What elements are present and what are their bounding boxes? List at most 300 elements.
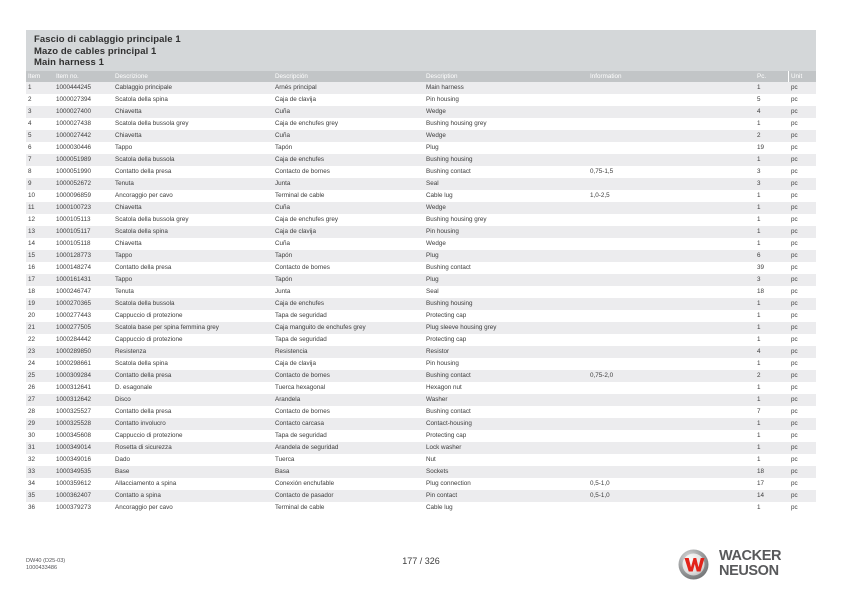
cell-description: Bushing housing grey	[426, 216, 487, 223]
cell-descripcion: Cuña	[275, 204, 291, 211]
cell-descripcion: Tapón	[275, 252, 293, 259]
cell-item: 35	[28, 492, 36, 499]
table-row	[26, 178, 816, 190]
cell-description: Hexagon nut	[426, 384, 462, 391]
cell-descripcion: Contacto de bornes	[275, 264, 330, 271]
cell-pc: 1	[757, 324, 761, 331]
cell-unit: pc	[791, 312, 798, 319]
cell-descripcion: Contacto de pasador	[275, 492, 334, 499]
cell-descrizione: Tappo	[115, 276, 133, 283]
cell-item: 23	[28, 348, 36, 355]
cell-descrizione: Scatola della bussola	[115, 300, 175, 307]
cell-item-no: 1000270365	[56, 300, 92, 307]
cell-pc: 1	[757, 336, 761, 343]
cell-description: Pin housing	[426, 96, 459, 103]
cell-descripcion: Terminal de cable	[275, 504, 325, 511]
cell-description: Sockets	[426, 468, 449, 475]
cell-description: Bushing housing	[426, 156, 473, 163]
cell-item-no: 1000284442	[56, 336, 92, 343]
cell-item-no: 1000052672	[56, 180, 92, 187]
cell-item-no: 1000362407	[56, 492, 92, 499]
cell-descrizione: Resistenza	[115, 348, 147, 355]
table-row	[26, 154, 816, 166]
cell-item: 27	[28, 396, 36, 403]
cell-unit: pc	[791, 456, 798, 463]
cell-item-no: 1000100723	[56, 204, 92, 211]
cell-unit: pc	[791, 336, 798, 343]
cell-descrizione: Contatto della presa	[115, 168, 172, 175]
cell-descripcion: Arnés principal	[275, 84, 317, 91]
cell-item-no: 1000096859	[56, 192, 92, 199]
cell-unit: pc	[791, 216, 798, 223]
cell-item: 1	[28, 84, 32, 91]
title-line-spanish: Mazo de cables principal 1	[34, 45, 157, 57]
cell-description: Main harness	[426, 84, 464, 91]
cell-descripcion: Caja de clavija	[275, 360, 316, 367]
table-row	[26, 166, 816, 178]
cell-item-no: 1000325527	[56, 408, 92, 415]
cell-pc: 3	[757, 276, 761, 283]
cell-item-no: 1000379273	[56, 504, 92, 511]
cell-descripcion: Tapón	[275, 276, 293, 283]
table-row	[26, 118, 816, 130]
cell-descrizione: Tappo	[115, 144, 133, 151]
cell-item-no: 1000312641	[56, 384, 92, 391]
cell-descrizione: Chiavetta	[115, 132, 142, 139]
cell-item-no: 1000148274	[56, 264, 92, 271]
cell-information: 1,0-2,5	[590, 192, 610, 199]
cell-description: Bushing contact	[426, 372, 471, 379]
cell-item: 8	[28, 168, 32, 175]
cell-item: 32	[28, 456, 36, 463]
cell-item-no: 1000345608	[56, 432, 92, 439]
cell-descrizione: Scatola della bussola grey	[115, 120, 189, 127]
logo-line-2: NEUSON	[719, 563, 779, 579]
cell-item: 26	[28, 384, 36, 391]
cell-unit: pc	[791, 420, 798, 427]
cell-descripcion: Caja de enchufes	[275, 300, 325, 307]
cell-descripcion: Cuña	[275, 108, 291, 115]
cell-pc: 1	[757, 504, 761, 511]
wacker-neuson-logo	[678, 548, 818, 586]
cell-description: Wedge	[426, 132, 446, 139]
cell-item: 17	[28, 276, 36, 283]
cell-item-no: 1000105118	[56, 240, 91, 247]
cell-descrizione: Contatto involucro	[115, 420, 166, 427]
cell-description: Bushing housing grey	[426, 120, 487, 127]
cell-item-no: 1000277443	[56, 312, 92, 319]
column-header-unit: Unit	[791, 73, 803, 80]
cell-information: 0,75-2,0	[590, 372, 614, 379]
cell-descrizione: Contatto della presa	[115, 408, 172, 415]
cell-item: 25	[28, 372, 36, 379]
cell-unit: pc	[791, 84, 798, 91]
cell-descripcion: Caja manguito de enchufes grey	[275, 324, 366, 331]
cell-information: 0,75-1,5	[590, 168, 614, 175]
cell-description: Plug connection	[426, 480, 471, 487]
table-row	[26, 250, 816, 262]
title-line-italian: Fascio di cablaggio principale 1	[34, 34, 181, 45]
cell-descripcion: Caja de enchufes	[275, 156, 325, 163]
table-row	[26, 382, 816, 394]
cell-pc: 1	[757, 192, 761, 199]
cell-descripcion: Tuerca hexagonal	[275, 384, 326, 391]
cell-unit: pc	[791, 384, 798, 391]
cell-item-no: 1000349016	[56, 456, 92, 463]
cell-description: Wedge	[426, 108, 446, 115]
cell-description: Plug sleeve housing grey	[426, 324, 497, 331]
table-row	[26, 202, 816, 214]
cell-unit: pc	[791, 360, 798, 367]
cell-item: 15	[28, 252, 36, 259]
cell-pc: 1	[757, 156, 761, 163]
cell-pc: 4	[757, 348, 761, 355]
cell-descripcion: Contacto de bornes	[275, 168, 330, 175]
cell-item-no: 1000289850	[56, 348, 92, 355]
cell-item-no: 1000349014	[56, 444, 92, 451]
cell-description: Cable lug	[426, 192, 453, 199]
cell-unit: pc	[791, 204, 798, 211]
wacker-neuson-wordmark	[719, 549, 781, 579]
cell-pc: 1	[757, 420, 761, 427]
cell-unit: pc	[791, 192, 798, 199]
cell-item: 19	[28, 300, 36, 307]
cell-descrizione: Contatto della presa	[115, 264, 172, 271]
cell-pc: 3	[757, 168, 761, 175]
cell-item-no: 1000105117	[56, 228, 91, 235]
cell-descrizione: Disco	[115, 396, 131, 403]
cell-unit: pc	[791, 480, 798, 487]
cell-description: Wedge	[426, 240, 446, 247]
cell-descrizione: Allacciamento a spina	[115, 480, 177, 487]
cell-item: 29	[28, 420, 36, 427]
cell-unit: pc	[791, 444, 798, 451]
cell-descrizione: Ancoraggio per cavo	[115, 192, 173, 199]
cell-descripcion: Caja de clavija	[275, 228, 316, 235]
title-line-english: Main harness 1	[34, 57, 105, 69]
cell-descripcion: Resistencia	[275, 348, 308, 355]
cell-item: 24	[28, 360, 36, 367]
cell-item-no: 1000325528	[56, 420, 92, 427]
cell-descripcion: Tapa de seguridad	[275, 336, 327, 343]
table-row	[26, 334, 816, 346]
cell-description: Lock washer	[426, 444, 462, 451]
cell-information: 0,5-1,0	[590, 480, 610, 487]
cell-unit: pc	[791, 372, 798, 379]
cell-descrizione: Scatola base per spina femmina grey	[115, 324, 219, 331]
table-row	[26, 466, 816, 478]
cell-pc: 18	[757, 468, 765, 475]
cell-item-no: 1000444245	[56, 84, 92, 91]
cell-unit: pc	[791, 300, 798, 307]
cell-description: Seal	[426, 180, 439, 187]
cell-pc: 1	[757, 84, 761, 91]
assembly-title-block	[26, 30, 816, 71]
column-header-descrizione: Descrizione	[115, 73, 148, 80]
wacker-neuson-mark-icon	[678, 549, 709, 580]
cell-description: Bushing contact	[426, 168, 471, 175]
cell-descrizione: Scatola della spina	[115, 360, 168, 367]
cell-descrizione: Scatola della spina	[115, 96, 168, 103]
cell-description: Wedge	[426, 204, 446, 211]
table-body	[26, 82, 816, 514]
cell-descrizione: Tenuta	[115, 288, 134, 295]
cell-item: 33	[28, 468, 36, 475]
cell-pc: 1	[757, 456, 761, 463]
cell-item: 5	[28, 132, 32, 139]
column-header-item-no: Item no.	[56, 73, 79, 80]
cell-unit: pc	[791, 276, 798, 283]
cell-pc: 1	[757, 444, 761, 451]
cell-descripcion: Cuña	[275, 132, 291, 139]
cell-pc: 4	[757, 108, 761, 115]
cell-pc: 1	[757, 384, 761, 391]
cell-item: 20	[28, 312, 36, 319]
cell-descripcion: Caja de clavija	[275, 96, 316, 103]
cell-unit: pc	[791, 252, 798, 259]
cell-descrizione: Tappo	[115, 252, 133, 259]
cell-pc: 39	[757, 264, 765, 271]
cell-descripcion: Contacto de bornes	[275, 372, 330, 379]
cell-descrizione: Tenuta	[115, 180, 134, 187]
cell-item-no: 1000128773	[56, 252, 92, 259]
parts-table	[26, 71, 816, 514]
cell-descripcion: Caja de enchufes grey	[275, 120, 339, 127]
cell-description: Bushing housing	[426, 300, 473, 307]
cell-descripcion: Junta	[275, 180, 291, 187]
cell-descripcion: Tuerca	[275, 456, 295, 463]
cell-descrizione: Contatto a spina	[115, 492, 161, 499]
cell-item-no: 1000298661	[56, 360, 92, 367]
cell-pc: 3	[757, 180, 761, 187]
cell-descrizione: Cablaggio principale	[115, 84, 173, 91]
cell-pc: 1	[757, 228, 761, 235]
cell-unit: pc	[791, 396, 798, 403]
cell-item: 2	[28, 96, 32, 103]
cell-item: 11	[28, 204, 35, 211]
cell-item: 21	[28, 324, 36, 331]
cell-unit: pc	[791, 132, 798, 139]
cell-item-no: 1000246747	[56, 288, 92, 295]
cell-item-no: 1000027394	[56, 96, 92, 103]
cell-descrizione: Rosetta di sicurezza	[115, 444, 172, 451]
cell-description: Plug	[426, 276, 439, 283]
table-row	[26, 490, 816, 502]
table-row	[26, 346, 816, 358]
cell-descripcion: Arandela de seguridad	[275, 444, 339, 451]
cell-unit: pc	[791, 468, 798, 475]
cell-descrizione: Base	[115, 468, 130, 475]
cell-unit: pc	[791, 180, 798, 187]
cell-descripcion: Tapa de seguridad	[275, 432, 327, 439]
cell-item-no: 1000349535	[56, 468, 92, 475]
cell-item: 28	[28, 408, 36, 415]
cell-descrizione: Cappuccio di protezione	[115, 336, 183, 343]
cell-unit: pc	[791, 120, 798, 127]
table-header-row	[26, 71, 816, 82]
cell-pc: 18	[757, 288, 765, 295]
cell-description: Pin housing	[426, 228, 459, 235]
cell-item-no: 1000051990	[56, 168, 92, 175]
table-row	[26, 262, 816, 274]
cell-unit: pc	[791, 348, 798, 355]
table-row	[26, 406, 816, 418]
logo-line-1: WACKER	[719, 548, 782, 564]
table-row	[26, 238, 816, 250]
table-row	[26, 502, 816, 514]
table-row	[26, 322, 816, 334]
cell-unit: pc	[791, 156, 798, 163]
cell-description: Pin contact	[426, 492, 458, 499]
cell-descrizione: Chiavetta	[115, 240, 142, 247]
cell-unit: pc	[791, 432, 798, 439]
cell-pc: 7	[757, 408, 761, 415]
table-row	[26, 370, 816, 382]
cell-unit: pc	[791, 288, 798, 295]
column-header-item: Item	[28, 73, 41, 80]
footer-doc-number: 1000433486	[26, 565, 58, 571]
cell-descrizione: Chiavetta	[115, 204, 142, 211]
cell-pc: 5	[757, 96, 761, 103]
cell-descrizione: Scatola della spina	[115, 228, 168, 235]
cell-unit: pc	[791, 408, 798, 415]
table-row	[26, 106, 816, 118]
cell-descrizione: Cappuccio di protezione	[115, 432, 183, 439]
table-row	[26, 214, 816, 226]
cell-pc: 1	[757, 432, 761, 439]
cell-description: Bushing contact	[426, 408, 471, 415]
cell-item-no: 1000105113	[56, 216, 91, 223]
column-header-descripcion: Descripción	[275, 73, 308, 80]
table-row	[26, 82, 816, 94]
cell-pc: 1	[757, 216, 761, 223]
cell-pc: 17	[757, 480, 765, 487]
table-row	[26, 142, 816, 154]
cell-description: Washer	[426, 396, 448, 403]
cell-item-no: 1000027438	[56, 120, 92, 127]
cell-unit: pc	[791, 240, 798, 247]
cell-unit: pc	[791, 96, 798, 103]
cell-item: 30	[28, 432, 36, 439]
cell-pc: 1	[757, 360, 761, 367]
cell-pc: 1	[757, 240, 761, 247]
cell-pc: 14	[757, 492, 765, 499]
cell-description: Nut	[426, 456, 436, 463]
table-row	[26, 286, 816, 298]
cell-item: 16	[28, 264, 36, 271]
cell-description: Plug	[426, 252, 439, 259]
cell-descripcion: Contacto carcasa	[275, 420, 325, 427]
cell-item-no: 1000027400	[56, 108, 92, 115]
cell-item: 13	[28, 228, 36, 235]
column-header-description: Description	[426, 73, 458, 80]
table-row	[26, 226, 816, 238]
cell-description: Plug	[426, 144, 439, 151]
cell-item: 6	[28, 144, 32, 151]
cell-descripcion: Conexión enchufable	[275, 480, 335, 487]
page-number: 177 / 326	[402, 556, 440, 566]
cell-description: Contact-housing	[426, 420, 472, 427]
cell-descrizione: Ancoraggio per cavo	[115, 504, 173, 511]
table-row	[26, 94, 816, 106]
cell-descrizione: D. esagonale	[115, 384, 153, 391]
cell-descripcion: Terminal de cable	[275, 192, 325, 199]
cell-item: 7	[28, 156, 32, 163]
cell-pc: 2	[757, 132, 761, 139]
cell-unit: pc	[791, 324, 798, 331]
cell-item-no: 1000030446	[56, 144, 92, 151]
cell-description: Protecting cap	[426, 432, 467, 439]
cell-item-no: 1000277505	[56, 324, 92, 331]
column-header-information: Information	[590, 73, 622, 80]
cell-descripcion: Contacto de bornes	[275, 408, 330, 415]
table-row	[26, 358, 816, 370]
cell-pc: 1	[757, 396, 761, 403]
cell-description: Resistor	[426, 348, 450, 355]
cell-pc: 1	[757, 312, 761, 319]
cell-descrizione: Contatto della presa	[115, 372, 172, 379]
cell-unit: pc	[791, 228, 798, 235]
cell-unit: pc	[791, 144, 798, 151]
cell-item-no: 1000161431	[56, 276, 92, 283]
cell-item-no: 1000359612	[56, 480, 92, 487]
table-row	[26, 190, 816, 202]
cell-descrizione: Scatola della bussola	[115, 156, 175, 163]
cell-descripcion: Basa	[275, 468, 290, 475]
cell-descrizione: Cappuccio di protezione	[115, 312, 183, 319]
cell-unit: pc	[791, 492, 798, 499]
cell-pc: 1	[757, 120, 761, 127]
cell-descrizione: Scatola della bussola grey	[115, 216, 189, 223]
cell-unit: pc	[791, 108, 798, 115]
table-row	[26, 394, 816, 406]
cell-description: Protecting cap	[426, 336, 467, 343]
cell-item: 36	[28, 504, 36, 511]
cell-item: 4	[28, 120, 32, 127]
cell-item-no: 1000027442	[56, 132, 92, 139]
footer-doc-code: DW40 (D25-03)	[26, 558, 66, 564]
cell-descripcion: Tapa de seguridad	[275, 312, 327, 319]
cell-descripcion: Tapón	[275, 144, 293, 151]
cell-pc: 19	[757, 144, 765, 151]
cell-pc: 6	[757, 252, 761, 259]
cell-pc: 1	[757, 300, 761, 307]
cell-descripcion: Arandela	[275, 396, 301, 403]
table-row	[26, 274, 816, 286]
cell-descrizione: Dado	[115, 456, 131, 463]
cell-descripcion: Junta	[275, 288, 291, 295]
cell-information: 0,5-1,0	[590, 492, 610, 499]
cell-description: Bushing contact	[426, 264, 471, 271]
cell-item: 3	[28, 108, 32, 115]
cell-item-no: 1000309284	[56, 372, 92, 379]
table-row	[26, 130, 816, 142]
cell-item: 31	[28, 444, 36, 451]
cell-description: Protecting cap	[426, 312, 467, 319]
cell-unit: pc	[791, 504, 798, 511]
cell-unit: pc	[791, 168, 798, 175]
cell-descripcion: Caja de enchufes grey	[275, 216, 339, 223]
cell-descrizione: Chiavetta	[115, 108, 142, 115]
column-header-pc: Pc.	[757, 73, 767, 80]
cell-item: 9	[28, 180, 32, 187]
table-row	[26, 430, 816, 442]
cell-description: Seal	[426, 288, 439, 295]
cell-descripcion: Cuña	[275, 240, 291, 247]
cell-pc: 1	[757, 204, 761, 211]
cell-description: Pin housing	[426, 360, 459, 367]
cell-description: Cable lug	[426, 504, 453, 511]
